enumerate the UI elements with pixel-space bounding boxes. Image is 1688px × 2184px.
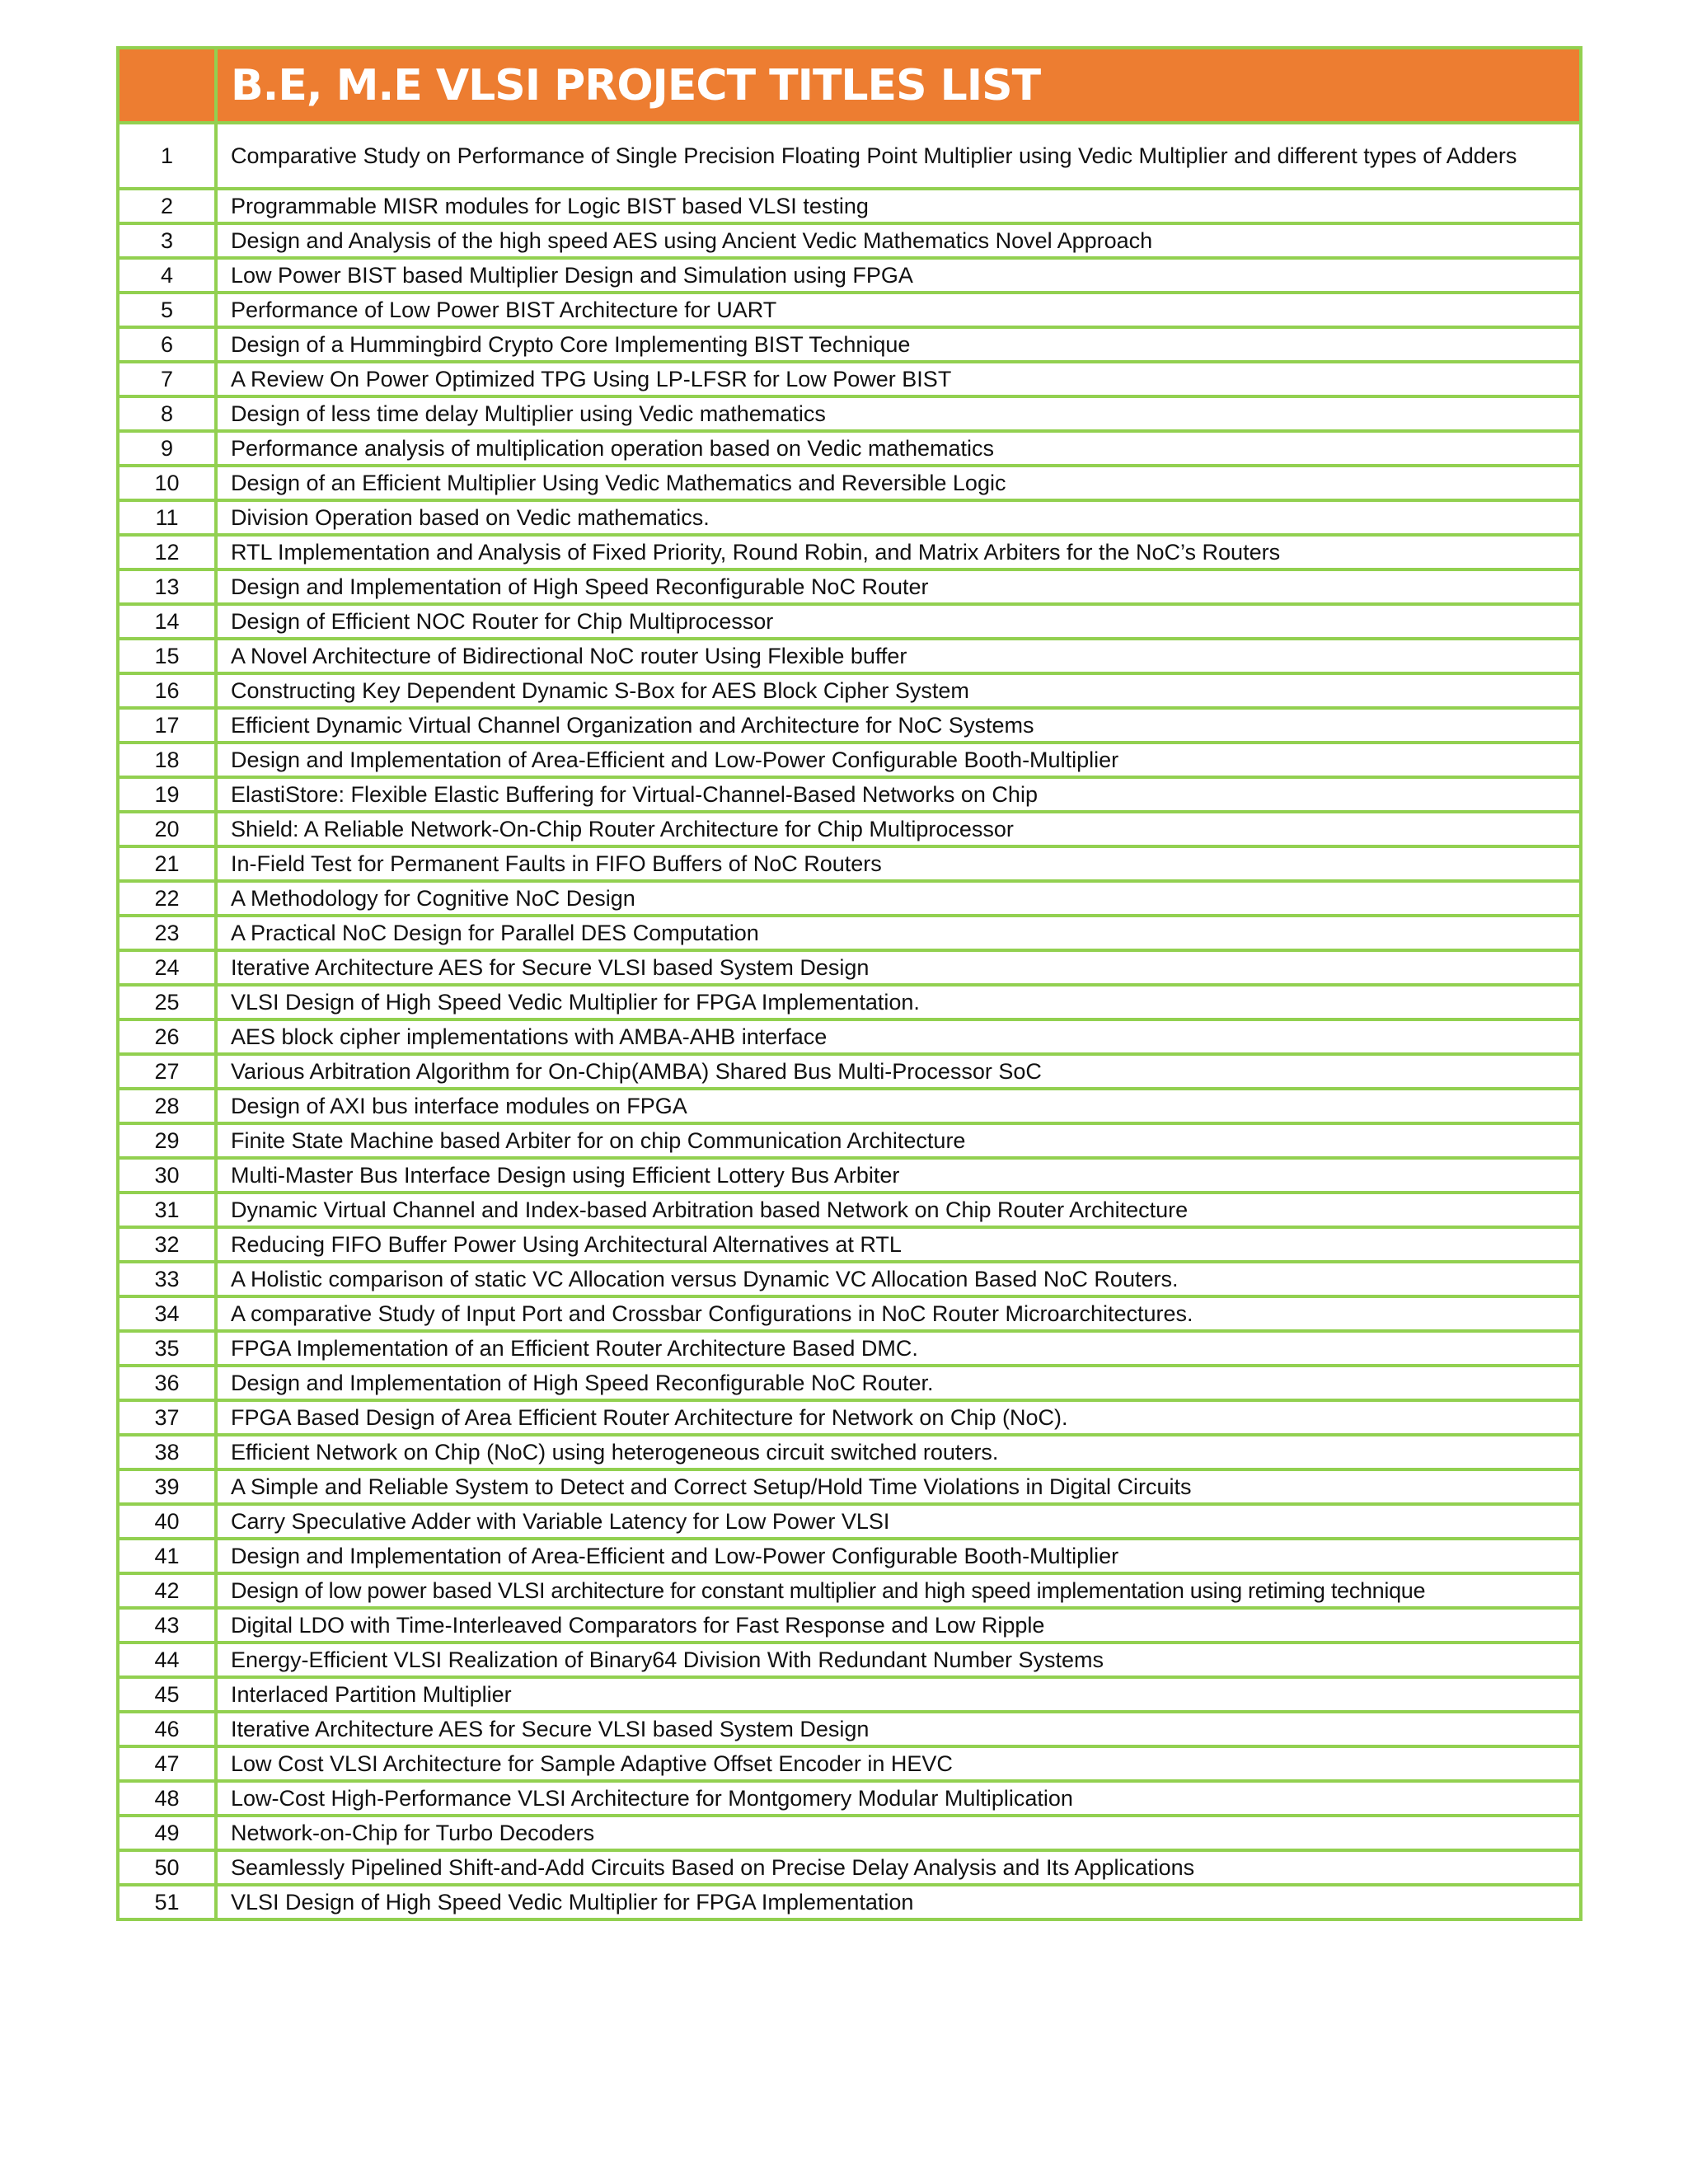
row-number: 3 bbox=[118, 223, 216, 258]
table-row bbox=[118, 1193, 1581, 1227]
row-title-cell bbox=[216, 1331, 1581, 1366]
row-number: 19 bbox=[118, 777, 216, 812]
project-title: Low Power BIST based Multiplier Design and Simulation using FPGA bbox=[231, 263, 913, 288]
project-title: Finite State Machine based Arbiter for on chip Communication Architecture bbox=[231, 1128, 966, 1153]
project-title: AES block cipher implementations with AMBA-AHB interface bbox=[231, 1024, 828, 1049]
project-title: Energy-Efficient VLSI Realization of Binary64 Division With Redundant Number Systems bbox=[231, 1647, 1104, 1672]
row-title-cell bbox=[216, 1539, 1581, 1573]
row-number: 40 bbox=[118, 1504, 216, 1539]
row-title-cell bbox=[216, 950, 1581, 985]
document-heading: B.E, M.E VLSI PROJECT TITLES LIST bbox=[231, 60, 1041, 110]
project-title: Interlaced Partition Multiplier bbox=[231, 1682, 512, 1707]
row-number: 25 bbox=[118, 985, 216, 1019]
row-number: 45 bbox=[118, 1677, 216, 1712]
row-number: 20 bbox=[118, 812, 216, 846]
row-title-cell bbox=[216, 1366, 1581, 1400]
table-row bbox=[118, 604, 1581, 639]
project-title: Design and Analysis of the high speed AES using Ancient Vedic Mathematics Novel Approach bbox=[231, 228, 1153, 253]
row-number: 46 bbox=[118, 1712, 216, 1746]
row-title-cell bbox=[216, 777, 1581, 812]
project-title: Design of low power based VLSI architecture for constant multiplier and high speed implementation using retiming technique bbox=[231, 1578, 1426, 1603]
row-title-cell bbox=[216, 1469, 1581, 1504]
table-row bbox=[118, 1089, 1581, 1123]
table-row bbox=[118, 431, 1581, 466]
table-row bbox=[118, 950, 1581, 985]
table-row bbox=[118, 258, 1581, 293]
project-title: A comparative Study of Input Port and Crossbar Configurations in NoC Router Microarchitectures. bbox=[231, 1301, 1193, 1326]
table-row bbox=[118, 1608, 1581, 1643]
project-title: FPGA Based Design of Area Efficient Router Architecture for Network on Chip (NoC). bbox=[231, 1405, 1068, 1430]
row-title-cell bbox=[216, 396, 1581, 431]
table-row bbox=[118, 1296, 1581, 1331]
row-title-cell bbox=[216, 431, 1581, 466]
project-title: A Review On Power Optimized TPG Using LP-LFSR for Low Power BIST bbox=[231, 367, 952, 391]
project-title: Efficient Dynamic Virtual Channel Organization and Architecture for NoC Systems bbox=[231, 713, 1034, 738]
row-title-cell bbox=[216, 1781, 1581, 1816]
table-row bbox=[118, 1366, 1581, 1400]
header-number-cell bbox=[118, 48, 216, 123]
row-title-cell bbox=[216, 569, 1581, 604]
row-number: 43 bbox=[118, 1608, 216, 1643]
project-title: VLSI Design of High Speed Vedic Multiplier for FPGA Implementation bbox=[231, 1890, 914, 1915]
project-title: Comparative Study on Performance of Single Precision Floating Point Multiplier using Vedic Multiplier and different types of Adders bbox=[231, 143, 1517, 168]
row-number: 6 bbox=[118, 327, 216, 362]
table-row bbox=[118, 1539, 1581, 1573]
project-title: Performance analysis of multiplication operation based on Vedic mathematics bbox=[231, 436, 994, 461]
table-row bbox=[118, 1158, 1581, 1193]
table-row bbox=[118, 1435, 1581, 1469]
row-number: 51 bbox=[118, 1885, 216, 1919]
project-title: ElastiStore: Flexible Elastic Buffering for Virtual-Channel-Based Networks on Chip bbox=[231, 782, 1038, 807]
row-title-cell bbox=[216, 1296, 1581, 1331]
project-title: Constructing Key Dependent Dynamic S-Box for AES Block Cipher System bbox=[231, 678, 969, 703]
project-title: Design of AXI bus interface modules on FPGA bbox=[231, 1094, 687, 1118]
row-number: 39 bbox=[118, 1469, 216, 1504]
project-title: Dynamic Virtual Channel and Index-based Arbitration based Network on Chip Router Architecture bbox=[231, 1197, 1189, 1222]
project-title: Multi-Master Bus Interface Design using Efficient Lottery Bus Arbiter bbox=[231, 1163, 900, 1188]
project-title: Design of Efficient NOC Router for Chip Multiprocessor bbox=[231, 609, 774, 634]
row-number: 23 bbox=[118, 916, 216, 950]
table-row bbox=[118, 1227, 1581, 1262]
row-number: 14 bbox=[118, 604, 216, 639]
row-number: 12 bbox=[118, 535, 216, 569]
project-title: Network-on-Chip for Turbo Decoders bbox=[231, 1821, 595, 1845]
project-title: FPGA Implementation of an Efficient Router Architecture Based DMC. bbox=[231, 1336, 918, 1361]
project-title: Low-Cost High-Performance VLSI Architecture for Montgomery Modular Multiplication bbox=[231, 1786, 1073, 1811]
table-row bbox=[118, 1712, 1581, 1746]
row-number: 48 bbox=[118, 1781, 216, 1816]
project-title: Design and Implementation of High Speed Reconfigurable NoC Router bbox=[231, 574, 929, 599]
project-title: Carry Speculative Adder with Variable Latency for Low Power VLSI bbox=[231, 1509, 890, 1534]
row-title-cell bbox=[216, 743, 1581, 777]
project-title: Efficient Network on Chip (NoC) using heterogeneous circuit switched routers. bbox=[231, 1440, 999, 1465]
row-number: 10 bbox=[118, 466, 216, 500]
row-number: 37 bbox=[118, 1400, 216, 1435]
project-title: Design and Implementation of Area-Efficient and Low-Power Configurable Booth-Multiplier bbox=[231, 748, 1119, 772]
row-number: 17 bbox=[118, 708, 216, 743]
row-number: 24 bbox=[118, 950, 216, 985]
row-title-cell bbox=[216, 1885, 1581, 1919]
row-title-cell bbox=[216, 123, 1581, 189]
row-title-cell bbox=[216, 1712, 1581, 1746]
table-row bbox=[118, 1816, 1581, 1850]
project-title: Iterative Architecture AES for Secure VLSI based System Design bbox=[231, 1717, 870, 1741]
row-number: 27 bbox=[118, 1054, 216, 1089]
table-row bbox=[118, 639, 1581, 673]
row-number: 32 bbox=[118, 1227, 216, 1262]
row-title-cell bbox=[216, 1435, 1581, 1469]
row-number: 29 bbox=[118, 1123, 216, 1158]
row-title-cell bbox=[216, 1504, 1581, 1539]
project-title: Programmable MISR modules for Logic BIST based VLSI testing bbox=[231, 194, 869, 218]
project-title: In-Field Test for Permanent Faults in FIFO Buffers of NoC Routers bbox=[231, 851, 882, 876]
table-row bbox=[118, 569, 1581, 604]
row-title-cell bbox=[216, 1262, 1581, 1296]
row-title-cell bbox=[216, 466, 1581, 500]
table-row bbox=[118, 673, 1581, 708]
project-titles-table bbox=[116, 46, 1582, 1921]
table-row bbox=[118, 846, 1581, 881]
row-number: 9 bbox=[118, 431, 216, 466]
row-number: 1 bbox=[118, 123, 216, 189]
table-row bbox=[118, 1331, 1581, 1366]
project-title: Design and Implementation of Area-Efficient and Low-Power Configurable Booth-Multiplier bbox=[231, 1544, 1119, 1568]
table-row bbox=[118, 881, 1581, 916]
project-title: Design and Implementation of High Speed Reconfigurable NoC Router. bbox=[231, 1371, 934, 1395]
table-row bbox=[118, 123, 1581, 189]
row-number: 26 bbox=[118, 1019, 216, 1054]
project-title: Division Operation based on Vedic mathematics. bbox=[231, 505, 710, 530]
table-row bbox=[118, 1885, 1581, 1919]
table-row bbox=[118, 1504, 1581, 1539]
row-title-cell bbox=[216, 916, 1581, 950]
table-row bbox=[118, 1019, 1581, 1054]
row-number: 15 bbox=[118, 639, 216, 673]
project-title: A Holistic comparison of static VC Allocation versus Dynamic VC Allocation Based NoC Routers. bbox=[231, 1267, 1179, 1291]
row-title-cell bbox=[216, 604, 1581, 639]
header-title-cell bbox=[216, 48, 1581, 123]
row-number: 35 bbox=[118, 1331, 216, 1366]
row-title-cell bbox=[216, 327, 1581, 362]
table-row bbox=[118, 1746, 1581, 1781]
row-title-cell bbox=[216, 708, 1581, 743]
row-title-cell bbox=[216, 1608, 1581, 1643]
row-number: 7 bbox=[118, 362, 216, 396]
table-row bbox=[118, 223, 1581, 258]
table-row bbox=[118, 293, 1581, 327]
row-title-cell bbox=[216, 1573, 1581, 1608]
row-number: 18 bbox=[118, 743, 216, 777]
row-title-cell bbox=[216, 1158, 1581, 1193]
table-row bbox=[118, 1677, 1581, 1712]
row-number: 36 bbox=[118, 1366, 216, 1400]
project-title: Digital LDO with Time-Interleaved Comparators for Fast Response and Low Ripple bbox=[231, 1613, 1045, 1638]
table-row bbox=[118, 1123, 1581, 1158]
table-row bbox=[118, 1781, 1581, 1816]
row-number: 50 bbox=[118, 1850, 216, 1885]
row-title-cell bbox=[216, 189, 1581, 223]
row-title-cell bbox=[216, 1089, 1581, 1123]
project-title: Design of less time delay Multiplier using Vedic mathematics bbox=[231, 401, 826, 426]
table-row bbox=[118, 812, 1581, 846]
table-row bbox=[118, 1262, 1581, 1296]
row-title-cell bbox=[216, 258, 1581, 293]
row-title-cell bbox=[216, 1850, 1581, 1885]
row-number: 28 bbox=[118, 1089, 216, 1123]
project-title: Various Arbitration Algorithm for On-Chip(AMBA) Shared Bus Multi-Processor SoC bbox=[231, 1059, 1042, 1084]
table-row bbox=[118, 1573, 1581, 1608]
row-title-cell bbox=[216, 500, 1581, 535]
row-title-cell bbox=[216, 673, 1581, 708]
project-title: VLSI Design of High Speed Vedic Multiplier for FPGA Implementation. bbox=[231, 990, 920, 1015]
row-number: 31 bbox=[118, 1193, 216, 1227]
row-title-cell bbox=[216, 1643, 1581, 1677]
table-row bbox=[118, 916, 1581, 950]
table-row bbox=[118, 1469, 1581, 1504]
project-title: Shield: A Reliable Network-On-Chip Router Architecture for Chip Multiprocessor bbox=[231, 817, 1014, 841]
row-title-cell bbox=[216, 1677, 1581, 1712]
table-row bbox=[118, 362, 1581, 396]
row-title-cell bbox=[216, 881, 1581, 916]
project-title: A Methodology for Cognitive NoC Design bbox=[231, 886, 635, 911]
table-header-row bbox=[118, 48, 1581, 123]
row-number: 38 bbox=[118, 1435, 216, 1469]
project-title: Reducing FIFO Buffer Power Using Architectural Alternatives at RTL bbox=[231, 1232, 902, 1257]
project-title: Seamlessly Pipelined Shift-and-Add Circuits Based on Precise Delay Analysis and Its Applications bbox=[231, 1855, 1195, 1880]
row-number: 34 bbox=[118, 1296, 216, 1331]
table-row bbox=[118, 327, 1581, 362]
table-row bbox=[118, 777, 1581, 812]
row-title-cell bbox=[216, 535, 1581, 569]
row-number: 21 bbox=[118, 846, 216, 881]
project-title: A Practical NoC Design for Parallel DES Computation bbox=[231, 921, 759, 945]
row-number: 8 bbox=[118, 396, 216, 431]
table-row bbox=[118, 396, 1581, 431]
table-row bbox=[118, 708, 1581, 743]
table-row bbox=[118, 189, 1581, 223]
row-title-cell bbox=[216, 1123, 1581, 1158]
table-row bbox=[118, 1054, 1581, 1089]
table-row bbox=[118, 500, 1581, 535]
row-title-cell bbox=[216, 1019, 1581, 1054]
row-title-cell bbox=[216, 985, 1581, 1019]
row-number: 22 bbox=[118, 881, 216, 916]
row-title-cell bbox=[216, 1227, 1581, 1262]
row-title-cell bbox=[216, 1816, 1581, 1850]
table-row bbox=[118, 466, 1581, 500]
row-number: 47 bbox=[118, 1746, 216, 1781]
row-title-cell bbox=[216, 846, 1581, 881]
row-title-cell bbox=[216, 223, 1581, 258]
row-title-cell bbox=[216, 639, 1581, 673]
table-row bbox=[118, 1643, 1581, 1677]
row-number: 41 bbox=[118, 1539, 216, 1573]
row-title-cell bbox=[216, 1054, 1581, 1089]
row-number: 30 bbox=[118, 1158, 216, 1193]
row-number: 16 bbox=[118, 673, 216, 708]
row-number: 4 bbox=[118, 258, 216, 293]
table-row bbox=[118, 535, 1581, 569]
row-number: 13 bbox=[118, 569, 216, 604]
row-title-cell bbox=[216, 1193, 1581, 1227]
row-title-cell bbox=[216, 1400, 1581, 1435]
table-row bbox=[118, 1400, 1581, 1435]
project-title: A Novel Architecture of Bidirectional NoC router Using Flexible buffer bbox=[231, 644, 907, 668]
row-number: 44 bbox=[118, 1643, 216, 1677]
project-title: Iterative Architecture AES for Secure VLSI based System Design bbox=[231, 955, 870, 980]
table-row bbox=[118, 1850, 1581, 1885]
project-title: Design of an Efficient Multiplier Using Vedic Mathematics and Reversible Logic bbox=[231, 471, 1006, 495]
project-title: Low Cost VLSI Architecture for Sample Adaptive Offset Encoder in HEVC bbox=[231, 1751, 953, 1776]
row-title-cell bbox=[216, 812, 1581, 846]
row-number: 11 bbox=[118, 500, 216, 535]
project-title: A Simple and Reliable System to Detect and Correct Setup/Hold Time Violations in Digital Circuits bbox=[231, 1474, 1192, 1499]
row-number: 33 bbox=[118, 1262, 216, 1296]
row-title-cell bbox=[216, 293, 1581, 327]
table-body bbox=[118, 48, 1581, 1919]
row-title-cell bbox=[216, 1746, 1581, 1781]
project-title: Design of a Hummingbird Crypto Core Implementing BIST Technique bbox=[231, 332, 911, 357]
table-row bbox=[118, 985, 1581, 1019]
project-title: RTL Implementation and Analysis of Fixed Priority, Round Robin, and Matrix Arbiters for the NoC’s Routers bbox=[231, 540, 1281, 565]
row-title-cell bbox=[216, 362, 1581, 396]
row-number: 49 bbox=[118, 1816, 216, 1850]
row-number: 2 bbox=[118, 189, 216, 223]
row-number: 5 bbox=[118, 293, 216, 327]
row-number: 42 bbox=[118, 1573, 216, 1608]
table-row bbox=[118, 743, 1581, 777]
project-title: Performance of Low Power BIST Architecture for UART bbox=[231, 298, 777, 322]
